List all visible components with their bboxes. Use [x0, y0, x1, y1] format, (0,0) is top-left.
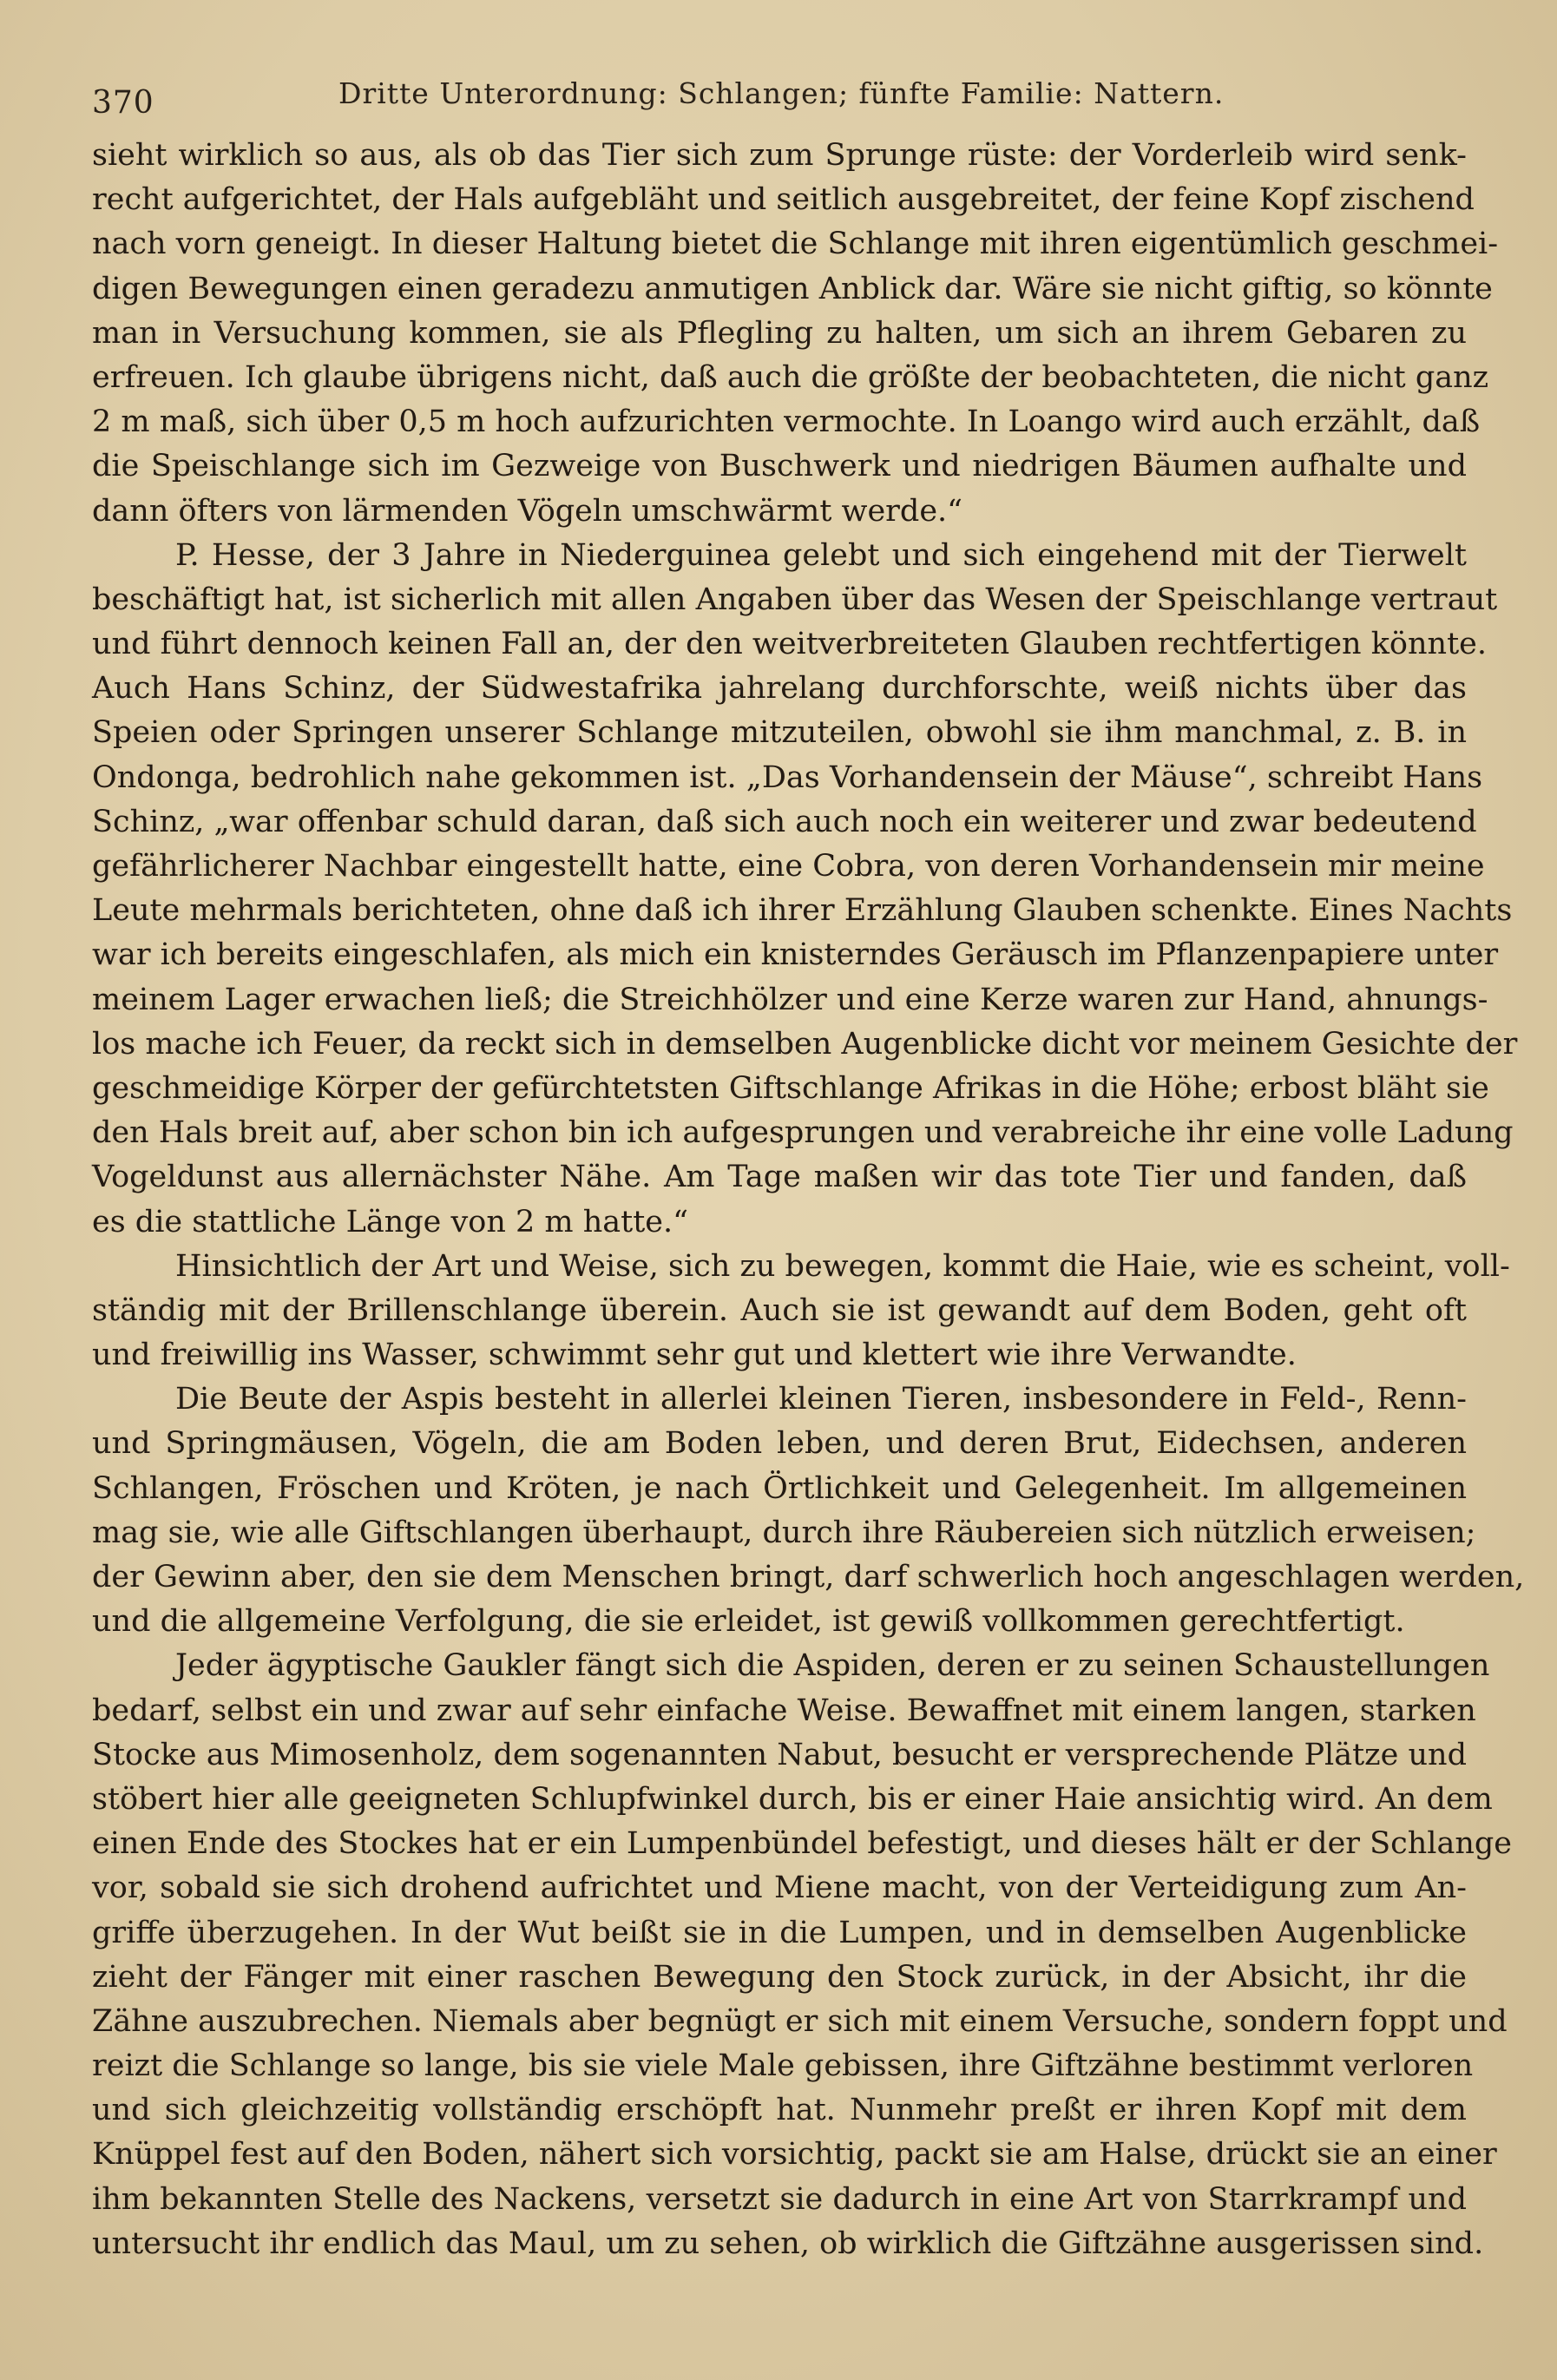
- paragraph: [92, 1377, 1525, 1644]
- text-line: 2 m maß, sich über 0,5 m hoch aufzurichten vermochte. In Loango wird auch erzählt, daß: [92, 404, 1481, 440]
- text-line: Speien oder Springen unserer Schlange mitzuteilen, obwohl sie ihm manchmal, z. B. in: [92, 715, 1467, 751]
- text-line: Vogeldunst aus allernächster Nähe. Am Tage maßen wir das tote Tier und fanden, daß: [92, 1160, 1467, 1195]
- paragraph: [92, 1245, 1510, 1378]
- text-line: meinem Lager erwachen ließ; die Streichhölzer und eine Kerze waren zur Hand, ahnungs-: [92, 982, 1488, 1017]
- text-line: los mache ich Feuer, da reckt sich in demselben Augenblicke dicht vor meinem Gesichte der: [92, 1026, 1518, 1062]
- text-line: Zähne auszubrechen. Niemals aber begnügt er sich mit einem Versuche, sondern foppt und: [92, 2003, 1508, 2039]
- text-line: den Hals breit auf, aber schon bin ich aufgesprungen und verabreiche ihr eine volle Ladung: [92, 1115, 1514, 1151]
- text-line: ihm bekannten Stelle des Nackens, versetzt sie dadurch in eine Art von Starrkrampf und: [92, 2181, 1467, 2217]
- text-line: die Speischlange sich im Gezweige von Buschwerk und niedrigen Bäumen aufhalte und: [92, 449, 1467, 484]
- text-line: und Springmäusen, Vögeln, die am Boden leben, und deren Brut, Eidechsen, anderen: [92, 1426, 1467, 1462]
- text-line: reizt die Schlange so lange, bis sie viele Male gebissen, ihre Giftzähne bestimmt verloren: [92, 2048, 1474, 2084]
- text-line: war ich bereits eingeschlafen, als mich ein knisterndes Geräusch im Pflanzenpapiere unter: [92, 937, 1499, 973]
- text-line: mag sie, wie alle Giftschlangen überhaupt, durch ihre Räubereien sich nützlich erweisen;: [92, 1515, 1476, 1550]
- body-text: [92, 134, 1525, 2266]
- text-line: Jeder ägyptische Gaukler fängt sich die Aspiden, deren er zu seinen Schaustellungen: [175, 1648, 1490, 1684]
- text-line: Auch Hans Schinz, der Südwestafrika jahrelang durchforschte, weiß nichts über das: [92, 671, 1467, 707]
- text-line: griffe überzugehen. In der Wut beißt sie in die Lumpen, und in demselben Augenblicke: [92, 1915, 1467, 1950]
- running-head: Dritte Unterordnung: Schlangen; fünfte Familie: Nattern.: [338, 76, 1225, 110]
- text-line: Knüppel fest auf den Boden, nähert sich vorsichtig, packt sie am Halse, drückt sie an einer: [92, 2137, 1497, 2173]
- page-header: [92, 76, 1463, 128]
- text-line: untersucht ihr endlich das Maul, um zu sehen, ob wirklich die Giftzähne ausgerissen sind.: [92, 2225, 1484, 2261]
- text-line: gefährlicherer Nachbar eingestellt hatte, eine Cobra, von deren Vorhandensein mir meine: [92, 849, 1485, 884]
- text-line: einen Ende des Stockes hat er ein Lumpenbündel befestigt, und dieses hält er der Schlange: [92, 1826, 1512, 1862]
- text-line: bedarf, selbst ein und zwar auf sehr einfache Weise. Bewaffnet mit einem langen, starken: [92, 1693, 1476, 1728]
- text-line: Leute mehrmals berichteten, ohne daß ich ihrer Erzählung Glauben schenkte. Eines Nachts: [92, 893, 1513, 929]
- text-line: dann öfters von lärmenden Vögeln umschwärmt werde.“: [92, 493, 963, 529]
- text-line: man in Versuchung kommen, sie als Pflegling zu halten, um sich an ihrem Gebaren zu: [92, 315, 1467, 351]
- text-line: und sich gleichzeitig vollständig erschöpft hat. Nunmehr preßt er ihren Kopf mit dem: [92, 2093, 1467, 2128]
- text-line: Schlangen, Fröschen und Kröten, je nach Örtlichkeit und Gelegenheit. Im allgemeinen: [92, 1470, 1467, 1506]
- text-line: ständig mit der Brillenschlange überein. Auch sie ist gewandt auf dem Boden, geht oft: [92, 1292, 1467, 1328]
- text-line: P. Hesse, der 3 Jahre in Niederguinea gelebt und sich eingehend mit der Tierwelt: [175, 537, 1467, 573]
- text-line: beschäftigt hat, ist sicherlich mit allen Angaben über das Wesen der Speischlange vertraut: [92, 582, 1498, 617]
- page-number: 370: [92, 85, 154, 121]
- text-line: und führt dennoch keinen Fall an, der den weitverbreiteten Glauben rechtfertigen könnte.: [92, 627, 1487, 662]
- text-line: Stocke aus Mimosenholz, dem sogenannten Nabut, besucht er versprechende Plätze und: [92, 1737, 1467, 1772]
- text-line: Hinsichtlich der Art und Weise, sich zu bewegen, kommt die Haie, wie es scheint, voll-: [175, 1248, 1510, 1284]
- text-line: stöbert hier alle geeigneten Schlupfwinkel durch, bis er einer Haie ansichtig wird. An dem: [92, 1781, 1493, 1817]
- text-line: der Gewinn aber, den sie dem Menschen bringt, darf schwerlich hoch angeschlagen werden,: [92, 1560, 1525, 1594]
- text-line: Ondonga, bedrohlich nahe gekommen ist. „Das Vorhandensein der Mäuse“, schreibt Hans: [92, 759, 1483, 795]
- paragraph: [92, 1644, 1512, 2266]
- text-line: zieht der Fänger mit einer raschen Bewegung den Stock zurück, in der Absicht, ihr die: [92, 1959, 1467, 1995]
- text-line: digen Bewegungen einen geradezu anmutigen Anblick dar. Wäre sie nicht giftig, so könnte: [92, 271, 1493, 306]
- text-line: erfreuen. Ich glaube übrigens nicht, daß auch die größte der beobachteten, die nicht ganz: [92, 359, 1489, 395]
- text-line: vor, sobald sie sich drohend aufrichtet und Miene macht, von der Verteidigung zum An-: [92, 1870, 1467, 1906]
- text-line: Die Beute der Aspis besteht in allerlei kleinen Tieren, insbesondere in Feld-, Renn-: [175, 1382, 1467, 1417]
- text-line: Schinz, „war offenbar schuld daran, daß sich auch noch ein weiterer und zwar bedeutend: [92, 804, 1477, 839]
- text-line: recht aufgerichtet, der Hals aufgebläht und seitlich ausgebreitet, der feine Kopf zischend: [92, 182, 1475, 218]
- paragraph: [92, 534, 1518, 1245]
- text-line: und die allgemeine Verfolgung, die sie erleidet, ist gewiß vollkommen gerechtfertigt.: [92, 1604, 1405, 1640]
- paragraph: [92, 134, 1499, 534]
- text-line: es die stattliche Länge von 2 m hatte.“: [92, 1204, 689, 1239]
- text-line: und freiwillig ins Wasser, schwimmt sehr gut und klettert wie ihre Verwandte.: [92, 1338, 1297, 1373]
- text-line: nach vorn geneigt. In dieser Haltung bietet die Schlange mit ihren eigentümlich geschmei-: [92, 227, 1499, 262]
- text-line: geschmeidige Körper der gefürchtetsten Giftschlange Afrikas in die Höhe; erbost bläht sie: [92, 1070, 1489, 1106]
- text-line: sieht wirklich so aus, als ob das Tier sich zum Sprunge rüste: der Vorderleib wird senk-: [92, 138, 1467, 173]
